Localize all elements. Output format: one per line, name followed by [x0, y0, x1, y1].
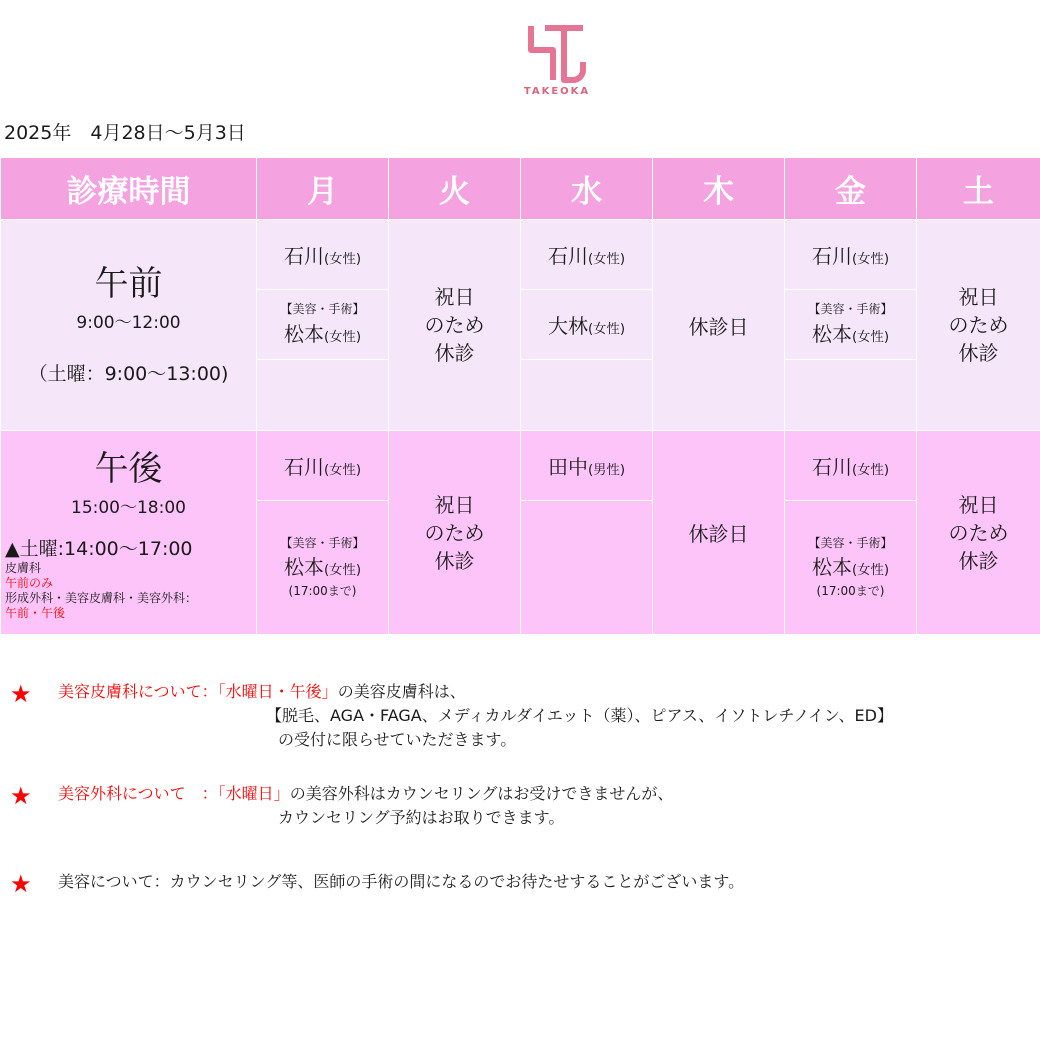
doctor-name: 大林	[547, 314, 588, 338]
am-fri-slot-1	[785, 220, 917, 290]
note-2-label: 美容外科について ：「水曜日」	[58, 784, 290, 803]
doctor-name: 松本	[283, 321, 324, 346]
doctor-sex: (女性)	[323, 563, 362, 579]
doctor-sex: (女性)	[587, 322, 626, 337]
am-time-cell	[1, 220, 257, 431]
doctor-sex: (女性)	[851, 463, 890, 478]
doctor-sex: (女性)	[323, 252, 362, 267]
am-fri-slot-2	[785, 290, 917, 360]
thu-closed: 休診日	[688, 314, 749, 339]
header-row	[1, 158, 1040, 220]
am-row-1	[1, 220, 1040, 290]
pm-info-2: 午前のみ	[5, 575, 54, 590]
dept-tag: 【美容・手術】	[280, 535, 365, 550]
takeoka-logo	[519, 22, 595, 104]
star-icon: ★	[10, 870, 32, 898]
pm-mon-slot-1	[257, 431, 389, 501]
closed-line: のため	[948, 313, 1009, 337]
pm-sat-hours: ▲土曜:14:00〜17:00	[5, 537, 193, 560]
am-fri-slot-3	[785, 360, 917, 431]
doctor-sex: (女性)	[587, 252, 626, 267]
doctor-name: 石川	[811, 455, 852, 479]
am-mon-slot-2	[257, 290, 389, 360]
note-2-line-2: カウンセリング予約はお取りできます。	[278, 808, 565, 827]
pm-info-3: 形成外科・美容皮膚科・美容外科：	[5, 590, 198, 605]
note-1-line-3: の受付に限らせていただきます。	[278, 730, 517, 749]
am-wed-slot-1	[521, 220, 653, 290]
pm-tue-cell	[389, 431, 521, 635]
header-thu: 木	[653, 158, 785, 220]
closed-line: 祝日	[958, 285, 999, 309]
am-wed-slot-3	[521, 360, 653, 431]
doctor-sex: (女性)	[851, 329, 890, 345]
closed-line: 祝日	[958, 492, 999, 517]
doctor-note: (17:00まで)	[816, 584, 885, 599]
am-thu-cell	[653, 220, 785, 431]
dept-tag: 【美容・手術】	[280, 302, 365, 317]
doctor-name: 松本	[283, 555, 324, 580]
note-1	[10, 680, 1035, 752]
doctor-name: 石川	[283, 455, 324, 479]
closed-line: 休診	[434, 341, 475, 365]
doctor-note: (17:00まで)	[288, 584, 357, 599]
closed-line: 休診	[958, 341, 999, 365]
header-fri: 金	[785, 158, 917, 220]
pm-sat-cell	[917, 431, 1040, 635]
doctor-name: 石川	[547, 244, 588, 268]
pm-fri-slot-1	[785, 431, 917, 501]
star-icon: ★	[10, 680, 32, 708]
am-tue-cell	[389, 220, 521, 431]
pm-row-1	[1, 431, 1040, 501]
pm-wed-slot-2	[521, 501, 653, 635]
header-mon: 月	[257, 158, 389, 220]
pm-info	[1, 534, 256, 621]
dept-tag: 【美容・手術】	[808, 302, 893, 317]
doctor-sex: (男性)	[587, 463, 626, 478]
closed-line: 休診	[958, 548, 999, 573]
am-hours: 9:00〜12:00	[76, 313, 181, 333]
dept-tag: 【美容・手術】	[808, 535, 893, 550]
doctor-sex: (女性)	[323, 329, 362, 345]
pm-title: 午後	[94, 448, 163, 489]
doctor-name: 石川	[811, 244, 852, 268]
note-2	[10, 782, 1035, 830]
note-1-text: の美容皮膚科は、	[337, 682, 466, 701]
logo-text: TAKEOKA	[523, 86, 591, 97]
schedule-table	[0, 157, 1040, 635]
doctor-sex: (女性)	[851, 563, 890, 579]
doctor-name: 松本	[811, 321, 852, 346]
pm-hours: 15:00〜18:00	[71, 497, 186, 518]
note-3-text: 美容について：カウンセリング等、医師の手術の間になるのでお待たせすることがございます。	[58, 872, 745, 891]
am-sat-hours: （土曜：9:00〜13:00)	[28, 363, 229, 385]
closed-line: 祝日	[434, 285, 475, 309]
closed-line: のため	[424, 313, 485, 337]
note-3	[10, 870, 1035, 898]
doctor-name: 石川	[283, 244, 324, 268]
doctor-sex: (女性)	[323, 463, 362, 478]
doctor-sex: (女性)	[851, 252, 890, 267]
logo-mark-icon	[527, 22, 587, 84]
thu-closed: 休診日	[688, 522, 749, 546]
header-sat: 土	[917, 158, 1040, 220]
pm-fri-slot-2	[785, 501, 917, 635]
pm-info-1: 皮膚科	[5, 560, 42, 575]
doctor-name: 田中	[547, 455, 588, 479]
am-title: 午前	[94, 264, 163, 304]
pm-info-4: 午前・午後	[5, 605, 66, 620]
pm-mon-slot-2	[257, 501, 389, 635]
closed-line: 祝日	[434, 492, 475, 517]
star-icon: ★	[10, 782, 32, 810]
header-wed: 水	[521, 158, 653, 220]
note-1-line-2: 【脱毛、AGA・FAGA、メディカルダイエット（薬）、ピアス、イソトレチノイン、ED】	[266, 706, 893, 725]
pm-time-cell	[1, 431, 257, 635]
period-label: 2025年 4月28日〜5月3日	[4, 122, 246, 144]
header-label: 診療時間	[1, 158, 257, 220]
closed-line: 休診	[434, 548, 475, 573]
doctor-name: 松本	[811, 555, 852, 580]
pm-thu-cell	[653, 431, 785, 635]
am-wed-slot-2	[521, 290, 653, 360]
pm-wed-slot-1	[521, 431, 653, 501]
notes-section	[10, 680, 1035, 898]
am-mon-slot-1	[257, 220, 389, 290]
am-mon-slot-3	[257, 360, 389, 431]
note-1-label: 美容皮膚科について：「水曜日・午後」	[58, 682, 338, 701]
note-2-text: の美容外科はカウンセリングはお受けできませんが、	[289, 784, 674, 803]
closed-line: のため	[948, 520, 1009, 545]
header-tue: 火	[389, 158, 521, 220]
closed-line: のため	[424, 520, 485, 545]
am-sat-cell	[917, 220, 1040, 431]
